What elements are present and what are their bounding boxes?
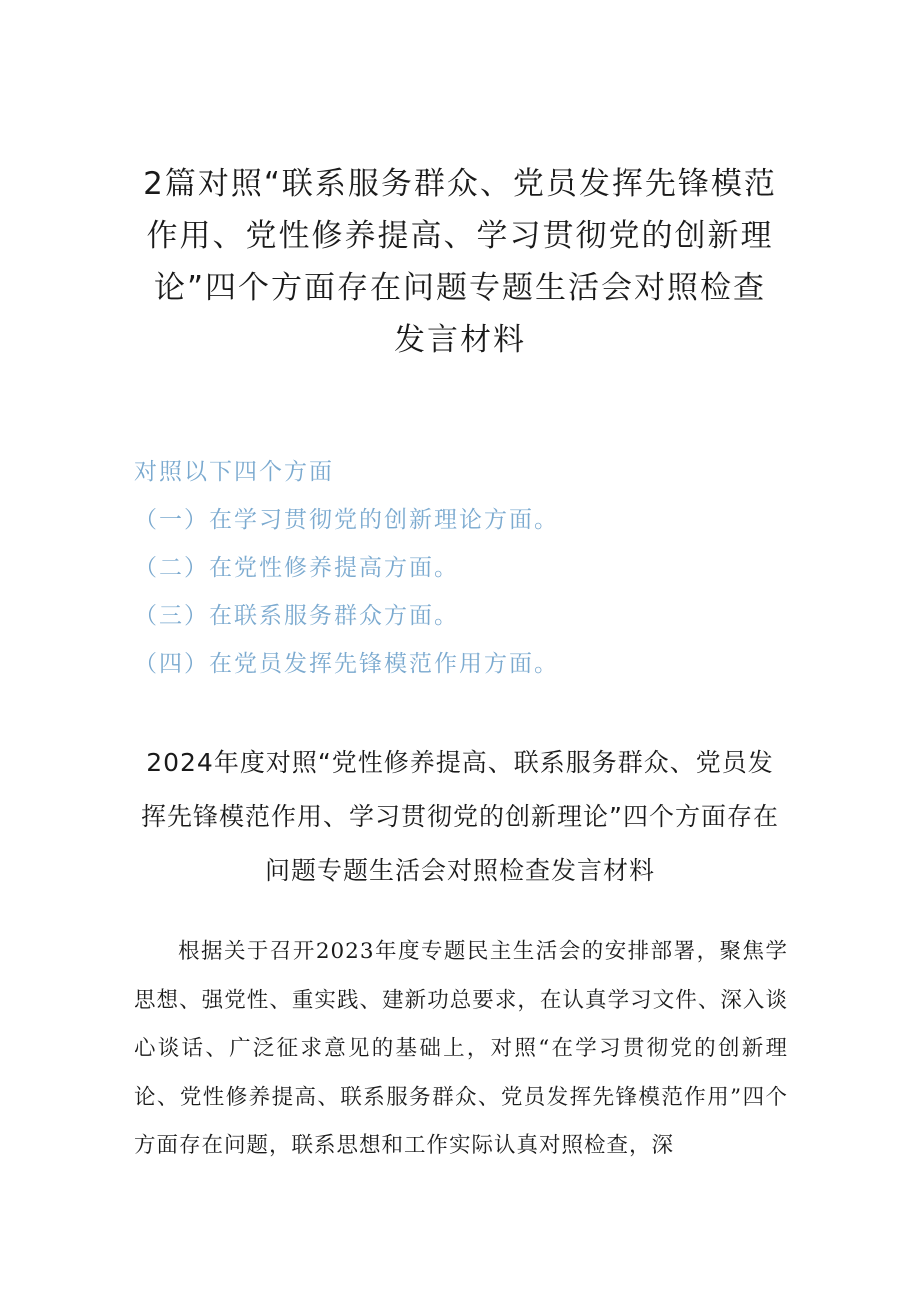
document-sub-title: 2024年度对照“党性修养提高、联系服务群众、党员发挥先锋模范作用、学习贯彻党的创新理论”四个方面存在问题专题生活会对照检查发言材料 bbox=[141, 748, 779, 885]
aspect-item-1: （一）在学习贯彻党的创新理论方面。 bbox=[134, 507, 559, 533]
aspects-list bbox=[134, 496, 794, 688]
aspects-heading: 对照以下四个方面 bbox=[134, 459, 334, 485]
document-main-title: 2篇对照“联系服务群众、党员发挥先锋模范作用、党性修养提高、学习贯彻党的创新理论”四个方面存在问题专题生活会对照检查发言材料 bbox=[143, 166, 777, 358]
aspects-section bbox=[134, 448, 794, 688]
body-paragraph: 根据关于召开2023年度专题民主生活会的安排部署，聚焦学思想、强党性、重实践、建新功总要求，在认真学习文件、深入谈心谈话、广泛征求意见的基础上，对照“在学习贯彻党的创新理论、党性修养提高、联系服务群众、党员发挥先锋模范作用”四个方面存在问题，联系思想和工作实际认真对照检查，深 bbox=[134, 939, 788, 1158]
aspect-item-4: （四）在党员发挥先锋模范作用方面。 bbox=[134, 651, 559, 677]
aspect-item-2: （二）在党性修养提高方面。 bbox=[134, 555, 459, 581]
aspect-item-3: （三）在联系服务群众方面。 bbox=[134, 603, 459, 629]
